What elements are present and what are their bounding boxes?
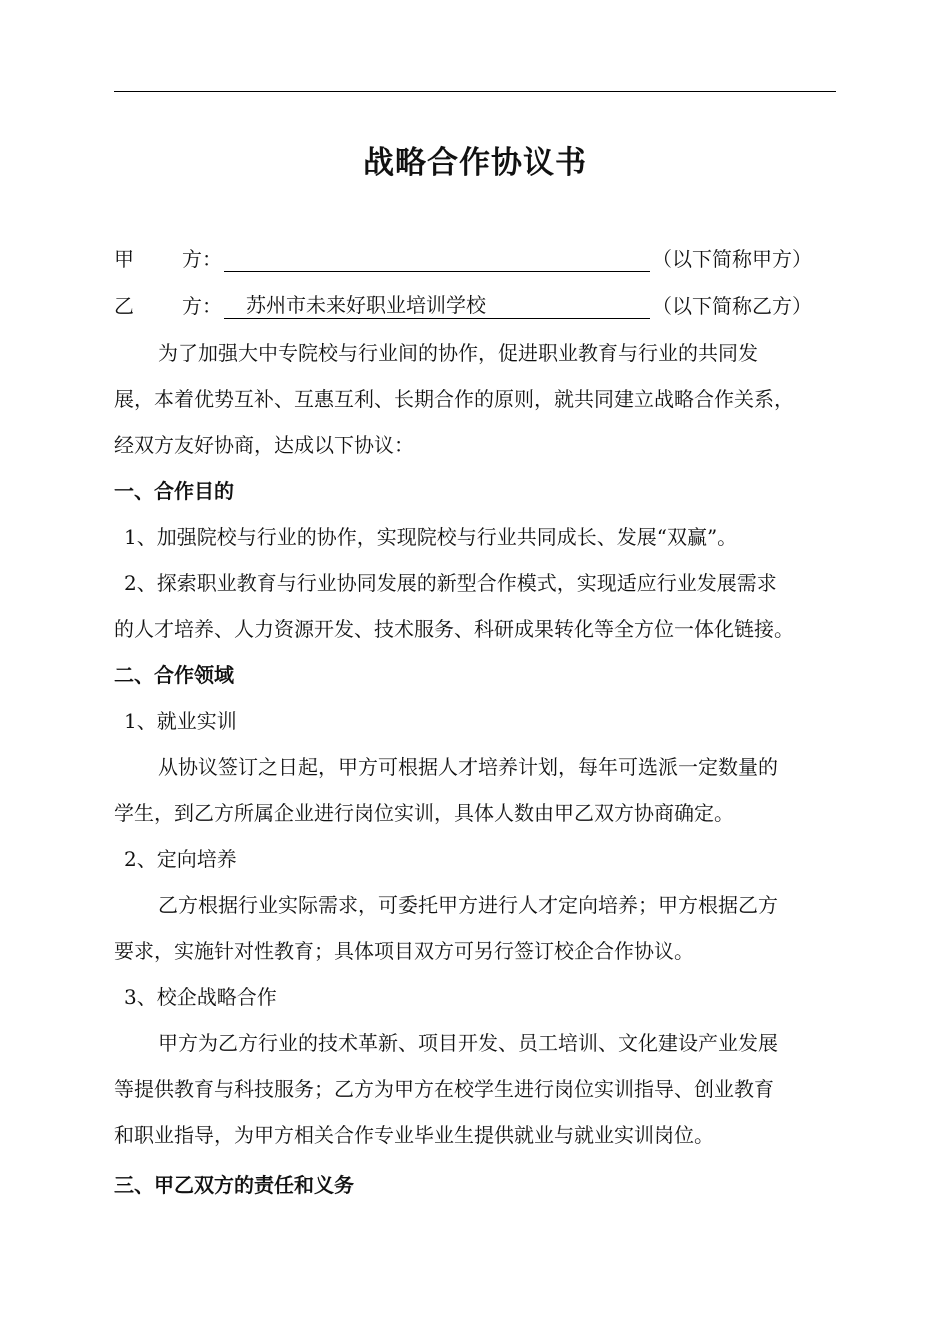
intro-line-3: 经双方友好协商，达成以下协议： [114,433,414,457]
section-2-sub-3-line-1: 甲方为乙方行业的技术革新、项目开发、员工培训、文化建设产业发展 [158,1031,778,1055]
party-a-label: 甲 [114,247,134,271]
section-2-heading: 二、合作领域 [114,663,234,687]
party-b-abbrev: （以下简称乙方） [652,294,812,318]
section-1-item-2: 2、探索职业教育与行业协同发展的新型合作模式，实现适应行业发展需求 [124,571,777,595]
section-1-item-2-cont: 的人才培养、人力资源开发、技术服务、科研成果转化等全方位一体化链接。 [114,617,794,641]
party-b-field[interactable]: 苏州市未来好职业培训学校 [224,292,650,319]
intro-line-1: 为了加强大中专院校与行业间的协作，促进职业教育与行业的共同发 [158,341,758,365]
section-3-heading: 三、甲乙双方的责任和义务 [114,1173,354,1197]
party-b-label: 乙 [114,294,134,318]
section-2-sub-3-line-2: 等提供教育与科技服务；乙方为甲方在校学生进行岗位实训指导、创业教育 [114,1077,774,1101]
section-2-sub-1-line-1: 从协议签订之日起，甲方可根据人才培养计划，每年可选派一定数量的 [158,755,778,779]
intro-line-2: 展，本着优势互补、互惠互利、长期合作的原则，就共同建立战略合作关系， [114,387,794,411]
party-a-label-suffix: 方： [182,247,222,271]
section-2-sub-2-line-2: 要求，实施针对性教育；具体项目双方可另行签订校企合作协议。 [114,939,694,963]
section-2-sub-2-heading: 2、定向培养 [124,847,237,871]
section-2-sub-3-heading: 3、校企战略合作 [124,985,277,1009]
party-a-abbrev: （以下简称甲方） [652,247,812,271]
header-rule [114,91,836,92]
section-1-heading: 一、合作目的 [114,479,234,503]
party-a-field[interactable] [224,245,650,272]
party-b-label-suffix: 方： [182,294,222,318]
section-2-sub-2-line-1: 乙方根据行业实际需求，可委托甲方进行人才定向培养；甲方根据乙方 [158,893,778,917]
section-1-item-1: 1、加强院校与行业的协作，实现院校与行业共同成长、发展“双赢”。 [124,525,738,549]
section-2-sub-1-heading: 1、就业实训 [124,709,237,733]
section-2-sub-1-line-2: 学生，到乙方所属企业进行岗位实训，具体人数由甲乙双方协商确定。 [114,801,734,825]
section-2-sub-3-line-3: 和职业指导，为甲方相关合作专业毕业生提供就业与就业实训岗位。 [114,1123,714,1147]
document-title: 战略合作协议书 [363,145,587,181]
